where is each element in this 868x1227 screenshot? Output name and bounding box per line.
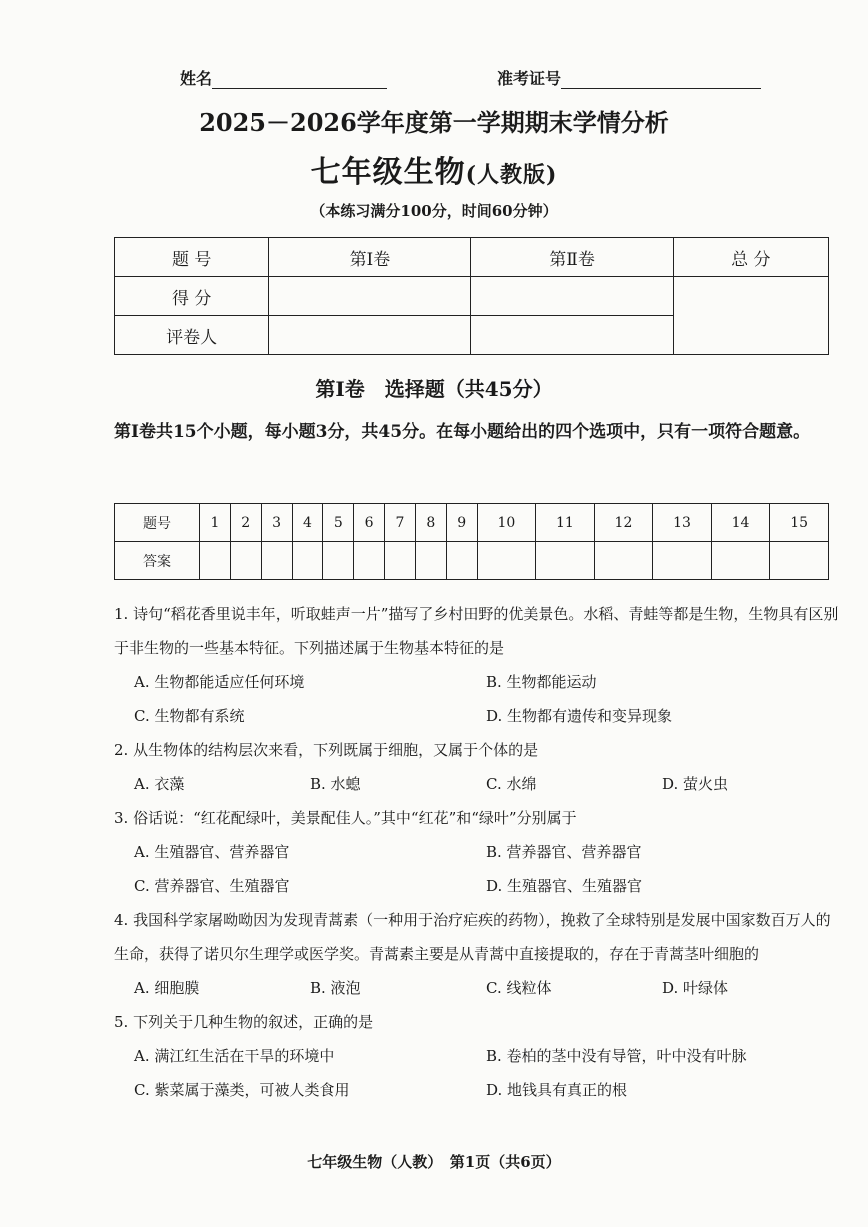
score-cell[interactable]: [269, 277, 471, 316]
options-row: [114, 1073, 844, 1107]
edition-label: (人教版): [465, 162, 558, 188]
answer-cell[interactable]: [354, 542, 385, 580]
options-row: [114, 869, 844, 903]
total-score-cell[interactable]: [673, 277, 828, 355]
grader-cell[interactable]: [471, 316, 673, 355]
question-item: [114, 597, 844, 733]
answer-option[interactable]: D. 生物都有遗传和变异现象: [486, 707, 673, 725]
options-row: [114, 971, 844, 1005]
answer-option[interactable]: D. 生殖器官、生殖器官: [486, 877, 643, 895]
score-header-cell: 第Ⅰ卷: [269, 238, 471, 277]
answer-cell[interactable]: [477, 542, 536, 580]
questions-list: [114, 597, 844, 1107]
question-number-cell: 11: [536, 504, 595, 542]
answer-cell[interactable]: [653, 542, 712, 580]
answer-cell[interactable]: [385, 542, 416, 580]
options-row: [114, 699, 844, 733]
subject-title: [0, 147, 868, 191]
subject-name: 七年级生物: [310, 155, 466, 190]
answer-cell[interactable]: [415, 542, 446, 580]
answer-option[interactable]: A. 生物都能适应任何环境: [134, 673, 305, 691]
options-row: [114, 835, 844, 869]
question-number-cell: 14: [711, 504, 770, 542]
question-number-cell: 15: [770, 504, 829, 542]
answer-option[interactable]: C. 线粒体: [486, 979, 552, 997]
grader-cell[interactable]: [269, 316, 471, 355]
question-item: [114, 733, 844, 801]
question-number-cell: 6: [354, 504, 385, 542]
answer-option[interactable]: D. 地钱具有真正的根: [486, 1081, 628, 1099]
answer-option[interactable]: A. 衣藻: [134, 775, 185, 793]
question-stem: 1. 诗句“稻花香里说丰年，听取蛙声一片”描写了乡村田野的优美景色。水稻、青蛙等都是生物，生物具有区别于非生物的一些基本特征。下列描述属于生物基本特征的是: [114, 605, 839, 657]
answer-cell[interactable]: [292, 542, 323, 580]
answer-option[interactable]: B. 液泡: [310, 979, 361, 997]
answer-cell[interactable]: [261, 542, 292, 580]
question-number-cell: 13: [653, 504, 712, 542]
question-number-cell: 12: [594, 504, 653, 542]
question-number-cell: 4: [292, 504, 323, 542]
question-number-cell: 10: [477, 504, 536, 542]
score-table-header-row: [115, 238, 829, 277]
answer-number-row: [115, 504, 829, 542]
question-stem: 5. 下列关于几种生物的叙述，正确的是: [114, 1013, 374, 1031]
name-field[interactable]: [180, 66, 387, 89]
score-row-label: 得 分: [115, 277, 269, 316]
answer-table: [114, 503, 829, 580]
score-cell[interactable]: [471, 277, 673, 316]
answer-option[interactable]: B. 营养器官、营养器官: [486, 843, 642, 861]
options-row: [114, 1039, 844, 1073]
question-stem: 4. 我国科学家屠呦呦因为发现青蒿素（一种用于治疗疟疾的药物），挽救了全球特别是发展中国家数百万人的生命，获得了诺贝尔生理学或医学奖。青蒿素主要是从青蒿中直接提取的，存在于青蒿茎叶细胞的: [114, 911, 831, 963]
answer-row-label: 题号: [115, 504, 200, 542]
exam-title: 2025－2026学年度第一学期期末学情分析: [199, 108, 669, 137]
answer-option[interactable]: C. 营养器官、生殖器官: [134, 877, 290, 895]
question-number-cell: 7: [385, 504, 416, 542]
answer-cell[interactable]: [200, 542, 231, 580]
answer-option[interactable]: B. 生物都能运动: [486, 673, 597, 691]
question-number-cell: 3: [261, 504, 292, 542]
answer-option[interactable]: C. 紫菜属于藻类，可被人类食用: [134, 1081, 350, 1099]
options-row: [114, 665, 844, 699]
name-blank[interactable]: [212, 72, 387, 89]
question-number-cell: 5: [323, 504, 354, 542]
question-item: [114, 903, 844, 1005]
answer-option[interactable]: A. 满江红生活在干旱的环境中: [134, 1047, 335, 1065]
answer-option[interactable]: D. 萤火虫: [662, 775, 729, 793]
answer-option[interactable]: A. 细胞膜: [134, 979, 200, 997]
score-table: [114, 237, 829, 355]
section-instructions: 第Ⅰ卷共15个小题，每小题3分，共45分。在每小题给出的四个选项中，只有一项符合题意。: [114, 422, 811, 442]
question-item: [114, 801, 844, 903]
question-number-cell: 8: [415, 504, 446, 542]
answer-cell[interactable]: [711, 542, 770, 580]
page-footer: 七年级生物（人教） 第1页（共6页）: [307, 1153, 561, 1171]
exam-id-blank[interactable]: [561, 72, 761, 89]
score-header-cell: 题 号: [115, 238, 269, 277]
exam-id-field[interactable]: [497, 66, 761, 89]
score-row-label: 评卷人: [115, 316, 269, 355]
question-number-cell: 1: [200, 504, 231, 542]
answer-option[interactable]: C. 水绵: [486, 775, 537, 793]
answer-option[interactable]: D. 叶绿体: [662, 979, 729, 997]
answer-cell[interactable]: [446, 542, 477, 580]
answer-option[interactable]: B. 水螅: [310, 775, 361, 793]
exam-id-label: 准考证号: [497, 69, 562, 88]
question-stem: 2. 从生物体的结构层次来看，下列既属于细胞，又属于个体的是: [114, 741, 539, 759]
score-table-row: [115, 277, 829, 316]
question-item: [114, 1005, 844, 1107]
section-title: 第Ⅰ卷 选择题（共45分）: [315, 377, 553, 401]
answer-option[interactable]: A. 生殖器官、营养器官: [134, 843, 290, 861]
exam-subtitle: （本练习满分100分，时间60分钟）: [310, 202, 558, 220]
answer-row-label: 答案: [115, 542, 200, 580]
answer-cell[interactable]: [536, 542, 595, 580]
answer-cell[interactable]: [230, 542, 261, 580]
answer-option[interactable]: C. 生物都有系统: [134, 707, 245, 725]
answer-cell[interactable]: [770, 542, 829, 580]
answer-option[interactable]: B. 卷柏的茎中没有导管，叶中没有叶脉: [486, 1047, 747, 1065]
answer-cell[interactable]: [323, 542, 354, 580]
score-header-cell: 总 分: [673, 238, 828, 277]
options-row: [114, 767, 844, 801]
name-label: 姓名: [180, 69, 213, 88]
answer-blank-row: [115, 542, 829, 580]
question-number-cell: 9: [446, 504, 477, 542]
score-header-cell: 第Ⅱ卷: [471, 238, 673, 277]
answer-cell[interactable]: [594, 542, 653, 580]
question-number-cell: 2: [230, 504, 261, 542]
question-stem: 3. 俗话说：“红花配绿叶，美景配佳人。”其中“红花”和“绿叶”分别属于: [114, 809, 577, 827]
